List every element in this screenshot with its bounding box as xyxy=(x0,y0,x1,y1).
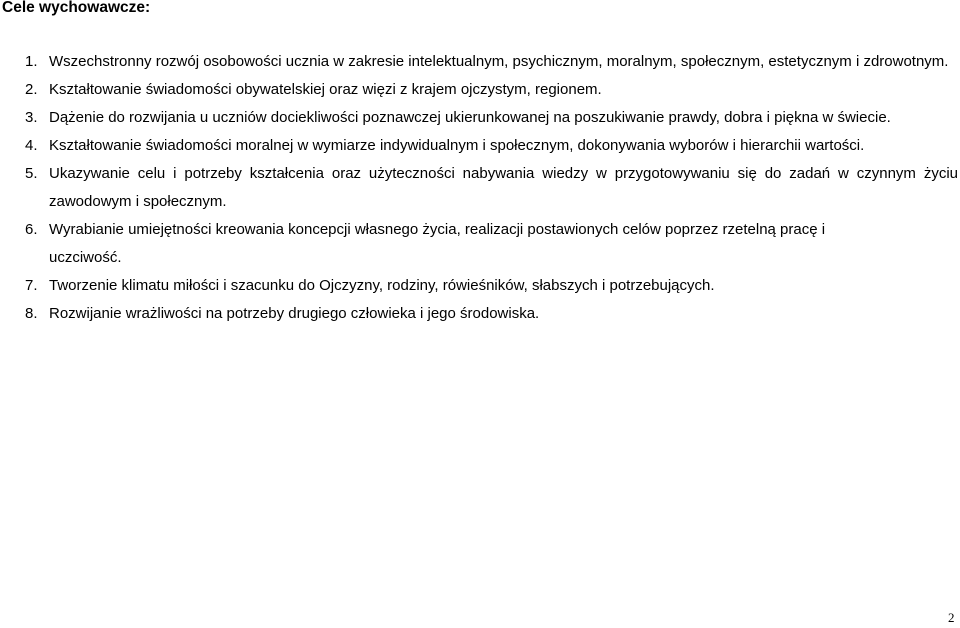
goal-number: 3. xyxy=(25,109,38,126)
goals-list xyxy=(0,48,960,328)
list-item xyxy=(0,160,960,216)
goal-text: Rozwijanie wrażliwości na potrzeby drugiego człowieka i jego środowiska. xyxy=(49,305,540,322)
goal-text: Tworzenie klimatu miłości i szacunku do Ojczyzny, rodziny, rówieśników, słabszych i potrzebujących. xyxy=(49,277,715,294)
goal-text: Kształtowanie świadomości moralnej w wymiarze indywidualnym i społecznym, dokonywania wyborów i hierarchii wartości. xyxy=(49,137,865,154)
list-item xyxy=(0,104,960,132)
goal-text: Wyrabianie umiejętności kreowania koncepcji własnego życia, realizacji postawionych celów poprzez rzetelną pracę i uczciwość. xyxy=(49,221,826,266)
list-item xyxy=(0,132,960,160)
list-item xyxy=(0,48,960,76)
goal-text: Wszechstronny rozwój osobowości ucznia w zakresie intelektualnym, psychicznym, moralnym, społecznym, estetycznym i zdrowotnym. xyxy=(49,53,949,70)
goal-text: Ukazywanie celu i potrzeby kształcenia oraz użyteczności nabywania wiedzy w przygotowywaniu się do zadań w czynnym życiu zawodowym i społecznym. xyxy=(49,165,958,210)
goal-text: Kształtowanie świadomości obywatelskiej oraz więzi z krajem ojczystym, regionem. xyxy=(49,81,602,98)
page-number: 2 xyxy=(948,610,955,625)
list-item xyxy=(0,300,960,328)
goal-number: 8. xyxy=(25,305,38,322)
goal-number: 2. xyxy=(25,81,38,98)
goal-number: 7. xyxy=(25,277,38,294)
goal-number: 5. xyxy=(25,165,38,182)
list-item xyxy=(0,216,960,272)
goal-number: 4. xyxy=(25,137,38,154)
goal-number: 6. xyxy=(25,221,38,238)
list-item xyxy=(0,76,960,104)
page-title: Cele wychowawcze: xyxy=(2,0,151,16)
goal-number: 1. xyxy=(25,53,38,70)
goal-text: Dążenie do rozwijania u uczniów dociekliwości poznawczej ukierunkowanej na poszukiwanie prawdy, dobra i piękna w świecie. xyxy=(49,109,891,126)
list-item xyxy=(0,272,960,300)
